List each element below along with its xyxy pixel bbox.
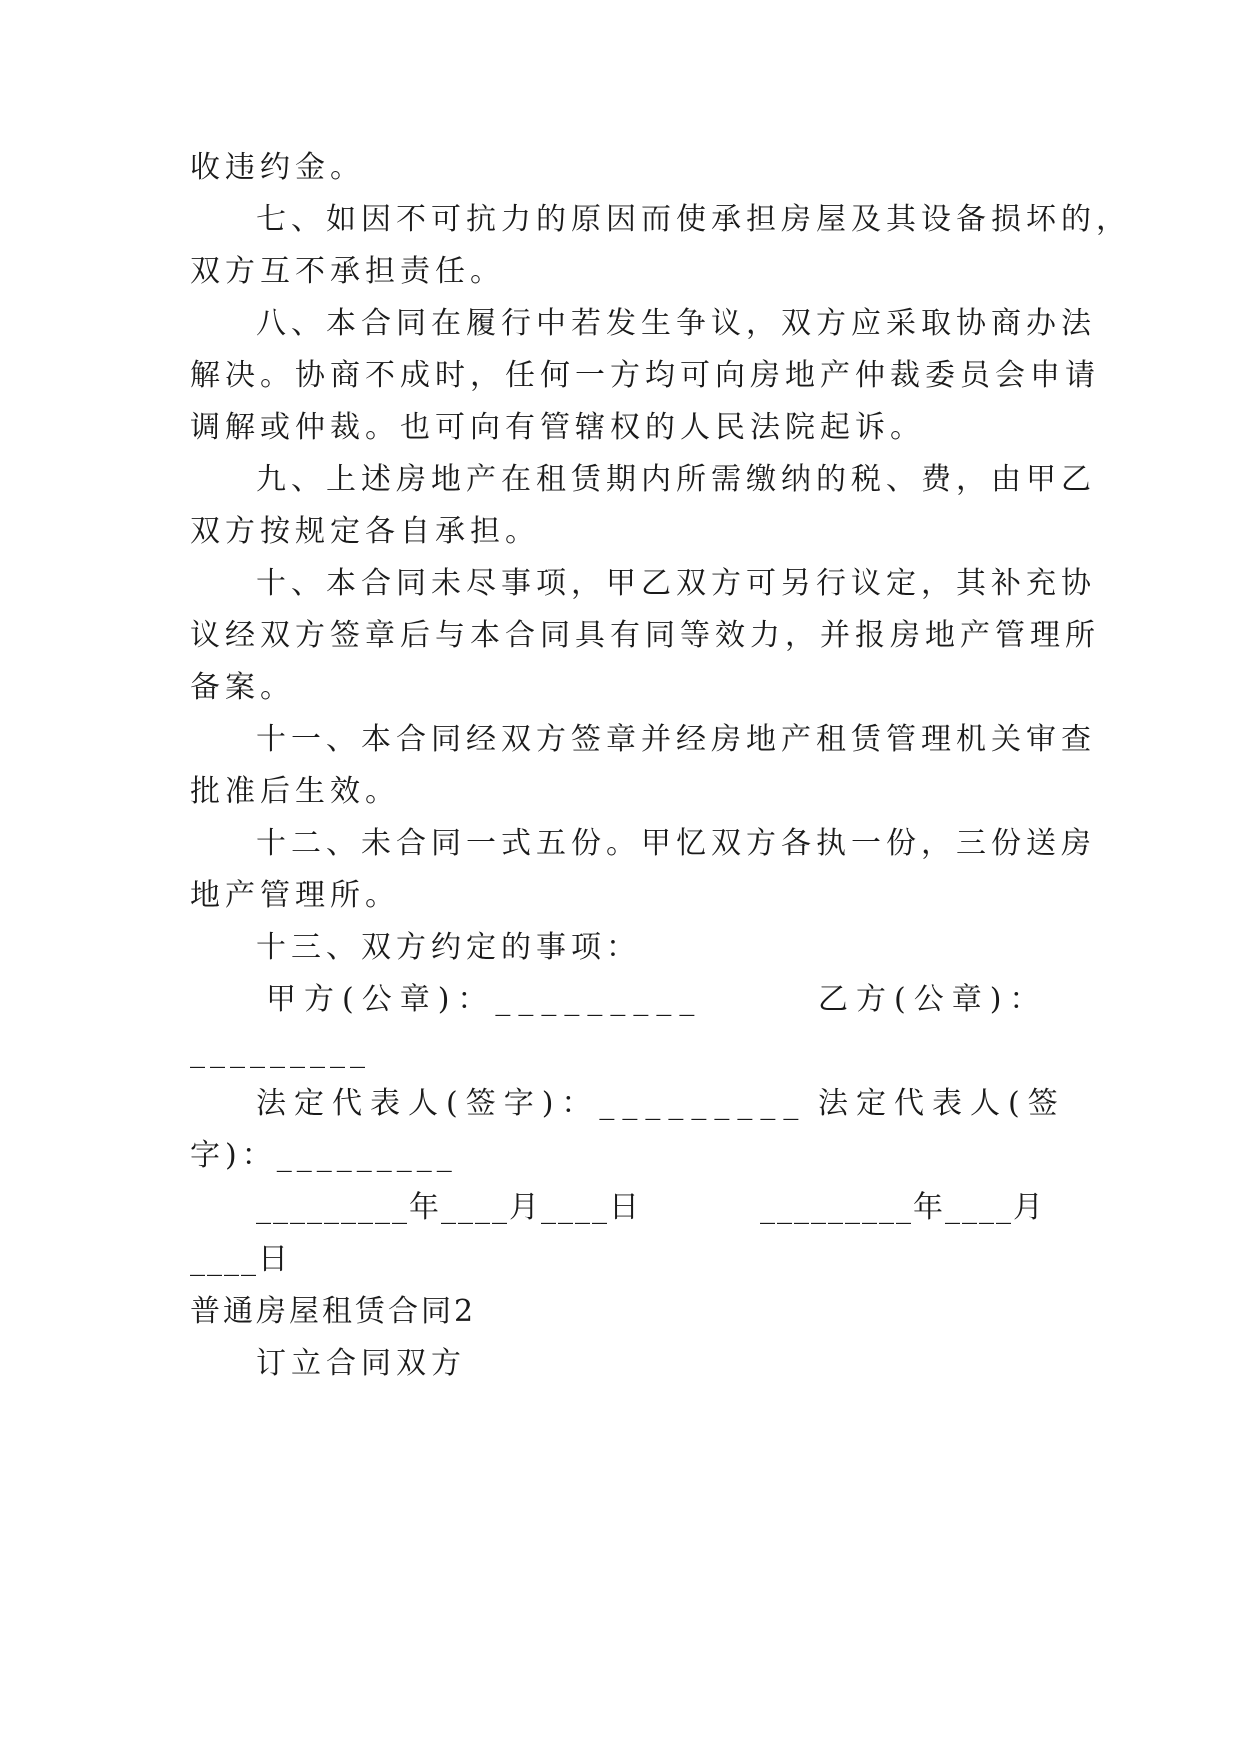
text-line: 七、如因不可抗力的原因而使承担房屋及其设备损坏的， — [256, 202, 1131, 237]
legal-rep-b-continued: 字)：_________ — [190, 1138, 457, 1173]
text-line: 地产管理所。 — [190, 878, 400, 913]
text-line: 十、本合同未尽事项，甲乙双方可另行议定，其补充协 — [256, 566, 1096, 601]
text-line: 八、本合同在履行中若发生争议，双方应采取协商办法 — [256, 306, 1096, 341]
text-line: 议经双方签章后与本合同具有同等效力，并报房地产管理所 — [190, 618, 1100, 653]
date-b: _________年____月 — [760, 1190, 1045, 1225]
party-a-seal: 甲方(公章)：_________ — [266, 982, 703, 1017]
text-line: 备案。 — [190, 670, 295, 705]
date-a: _________年____月____日 — [256, 1190, 641, 1225]
legal-rep-b: 法定代表人(签 — [818, 1086, 1066, 1121]
text-line: 双方互不承担责任。 — [190, 254, 505, 289]
subheading: 订立合同双方 — [256, 1346, 466, 1381]
text-line: 十二、未合同一式五份。甲忆双方各执一份，三份送房 — [256, 826, 1096, 861]
text-line: 十一、本合同经双方签章并经房地产租赁管理机关审查 — [256, 722, 1096, 757]
text-line: 十三、双方约定的事项： — [256, 930, 641, 965]
date-b-continued: ____日 — [190, 1242, 290, 1277]
text-line: 双方按规定各自承担。 — [190, 514, 540, 549]
party-b-seal: 乙方(公章)： — [818, 982, 1048, 1017]
text-line: 九、上述房地产在租赁期内所需缴纳的税、费，由甲乙 — [256, 462, 1096, 497]
text-line: 收违约金。 — [190, 150, 365, 185]
text-line: 调解或仲裁。也可向有管辖权的人民法院起诉。 — [190, 410, 925, 445]
text-line: 批准后生效。 — [190, 774, 400, 809]
section-title: 普通房屋租赁合同2 — [190, 1294, 477, 1329]
legal-rep-a: 法定代表人(签字)：_________ — [256, 1086, 807, 1121]
text-line: 解决。协商不成时，任何一方均可向房地产仲裁委员会申请 — [190, 358, 1100, 393]
party-b-seal-blank: _________ — [190, 1034, 370, 1069]
